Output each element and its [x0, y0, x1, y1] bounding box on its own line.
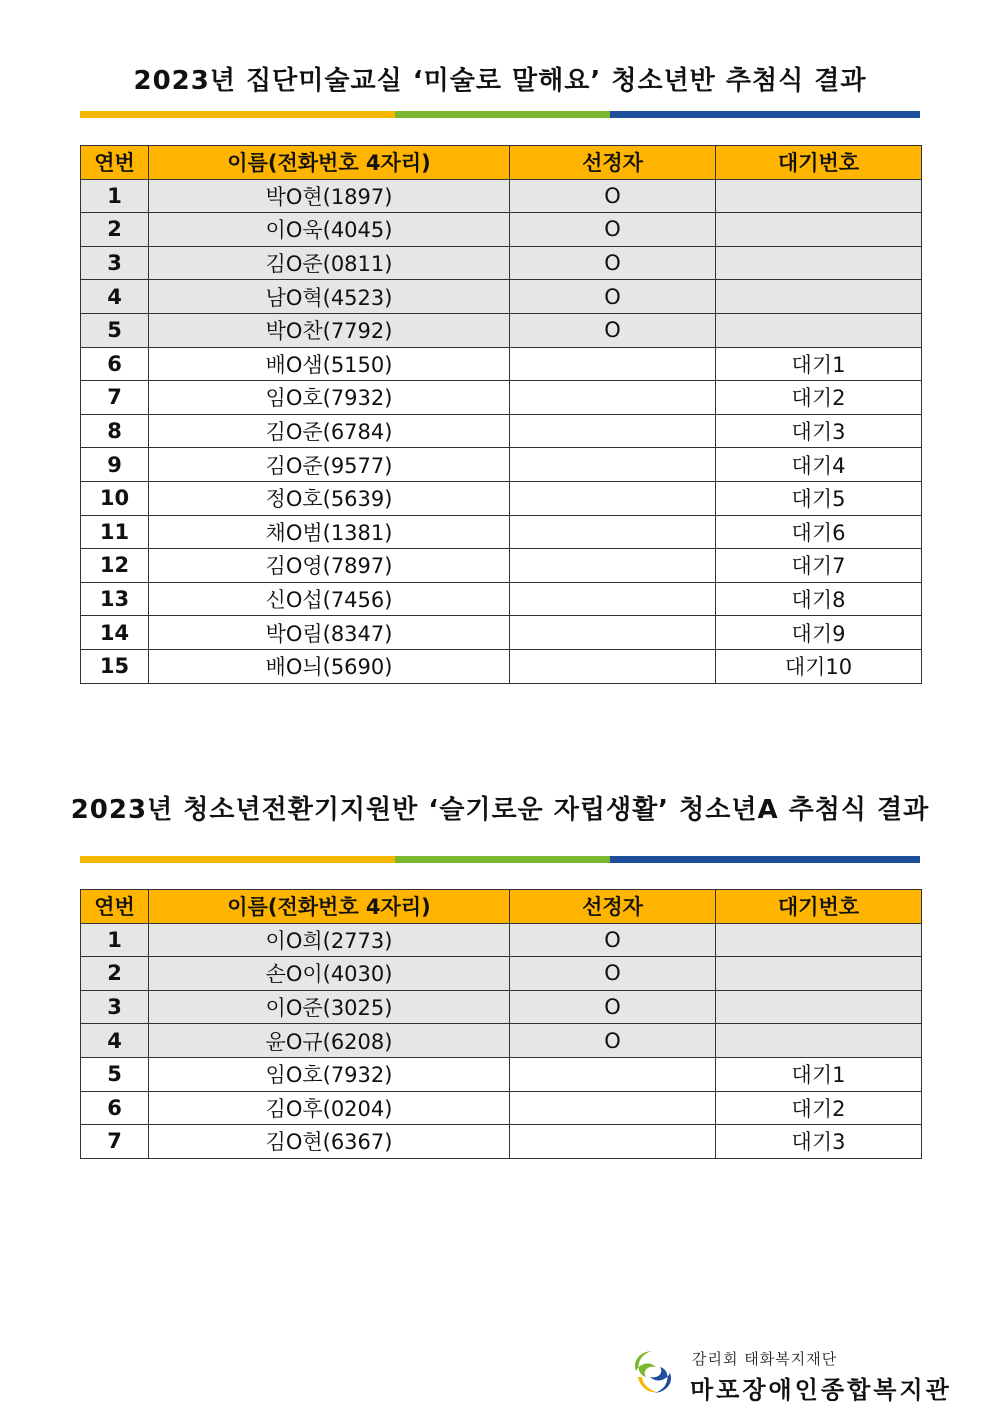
- row-name: 김O후(0204): [149, 1091, 510, 1125]
- row-number: 4: [81, 1024, 149, 1058]
- row-name: 손O이(4030): [149, 957, 510, 991]
- organization-name: 마포장애인종합복지관: [690, 1375, 952, 1404]
- row-name: 신O섭(7456): [149, 582, 510, 616]
- row-wait-number: 대기2: [716, 1091, 922, 1125]
- row-number: 10: [81, 481, 149, 515]
- section-1-divider: [80, 111, 920, 118]
- row-wait-number: [716, 213, 922, 247]
- table-row: [81, 481, 922, 515]
- header-wait: 대기번호: [716, 146, 922, 180]
- row-wait-number: [716, 957, 922, 991]
- row-selected: [510, 649, 716, 683]
- row-wait-number: 대기3: [716, 414, 922, 448]
- row-name: 이O욱(4045): [149, 213, 510, 247]
- header-no: 연번: [81, 890, 149, 924]
- row-wait-number: 대기9: [716, 616, 922, 650]
- row-selected: [510, 616, 716, 650]
- row-number: 9: [81, 448, 149, 482]
- row-selected: [510, 347, 716, 381]
- row-name: 박O찬(7792): [149, 313, 510, 347]
- header-name: 이름(전화번호 4자리): [149, 146, 510, 180]
- table-row: [81, 1057, 922, 1091]
- row-number: 6: [81, 347, 149, 381]
- row-number: 2: [81, 213, 149, 247]
- header-selected: 선정자: [510, 146, 716, 180]
- table-row: [81, 990, 922, 1024]
- foundation-name: 감리회 태화복지재단: [692, 1350, 838, 1368]
- table-row: [81, 213, 922, 247]
- header-selected: 선정자: [510, 890, 716, 924]
- section-1-title: 2023년 집단미술교실 ‘미술로 말해요’ 청소년반 추첨식 결과: [133, 66, 867, 96]
- table-row: [81, 1125, 922, 1159]
- row-wait-number: [716, 1024, 922, 1058]
- table-row: [81, 549, 922, 583]
- row-wait-number: [716, 179, 922, 213]
- table-header-row: [81, 890, 922, 924]
- row-wait-number: 대기10: [716, 649, 922, 683]
- row-selected: [510, 448, 716, 482]
- header-no: 연번: [81, 146, 149, 180]
- table-row: [81, 515, 922, 549]
- table-row: [81, 280, 922, 314]
- row-name: 박O현(1897): [149, 179, 510, 213]
- table-row: [81, 1024, 922, 1058]
- table-row: [81, 1091, 922, 1125]
- row-selected: O: [510, 179, 716, 213]
- row-wait-number: 대기6: [716, 515, 922, 549]
- header-wait: 대기번호: [716, 890, 922, 924]
- row-number: 15: [81, 649, 149, 683]
- row-selected: [510, 481, 716, 515]
- row-name: 김O준(6784): [149, 414, 510, 448]
- row-name: 윤O규(6208): [149, 1024, 510, 1058]
- table-row: [81, 414, 922, 448]
- row-number: 5: [81, 1057, 149, 1091]
- row-name: 김O현(6367): [149, 1125, 510, 1159]
- row-name: 임O호(7932): [149, 1057, 510, 1091]
- swirl-logo-icon: [628, 1347, 678, 1397]
- row-name: 이O희(2773): [149, 923, 510, 957]
- table-row: [81, 649, 922, 683]
- table-row: [81, 582, 922, 616]
- row-name: 남O혁(4523): [149, 280, 510, 314]
- row-selected: [510, 1125, 716, 1159]
- row-selected: [510, 414, 716, 448]
- row-name: 김O준(9577): [149, 448, 510, 482]
- table-row: [81, 179, 922, 213]
- row-number: 3: [81, 990, 149, 1024]
- row-selected: O: [510, 246, 716, 280]
- row-wait-number: 대기2: [716, 381, 922, 415]
- row-wait-number: 대기7: [716, 549, 922, 583]
- row-name: 이O준(3025): [149, 990, 510, 1024]
- row-selected: O: [510, 213, 716, 247]
- table-row: [81, 957, 922, 991]
- row-wait-number: [716, 246, 922, 280]
- table-row: [81, 313, 922, 347]
- row-wait-number: 대기5: [716, 481, 922, 515]
- row-number: 3: [81, 246, 149, 280]
- row-wait-number: 대기1: [716, 347, 922, 381]
- row-wait-number: 대기4: [716, 448, 922, 482]
- table-row: [81, 246, 922, 280]
- row-number: 8: [81, 414, 149, 448]
- row-name: 배O늬(5690): [149, 649, 510, 683]
- row-selected: O: [510, 280, 716, 314]
- row-number: 12: [81, 549, 149, 583]
- table-row: [81, 923, 922, 957]
- table-row: [81, 347, 922, 381]
- row-number: 1: [81, 923, 149, 957]
- row-selected: O: [510, 1024, 716, 1058]
- row-name: 박O림(8347): [149, 616, 510, 650]
- row-selected: O: [510, 313, 716, 347]
- organization-logo: [628, 1344, 958, 1404]
- row-number: 11: [81, 515, 149, 549]
- section-1-table: [80, 145, 922, 684]
- row-number: 2: [81, 957, 149, 991]
- row-wait-number: [716, 280, 922, 314]
- row-number: 7: [81, 1125, 149, 1159]
- table-row: [81, 448, 922, 482]
- row-selected: O: [510, 957, 716, 991]
- row-selected: O: [510, 923, 716, 957]
- row-name: 배O샘(5150): [149, 347, 510, 381]
- row-selected: [510, 549, 716, 583]
- table-row: [81, 616, 922, 650]
- row-name: 정O호(5639): [149, 481, 510, 515]
- row-wait-number: [716, 990, 922, 1024]
- row-selected: O: [510, 990, 716, 1024]
- row-number: 6: [81, 1091, 149, 1125]
- row-number: 4: [81, 280, 149, 314]
- row-wait-number: 대기8: [716, 582, 922, 616]
- row-number: 7: [81, 381, 149, 415]
- row-selected: [510, 582, 716, 616]
- section-2-table: [80, 889, 922, 1159]
- row-number: 14: [81, 616, 149, 650]
- row-wait-number: 대기3: [716, 1125, 922, 1159]
- table-header-row: [81, 146, 922, 180]
- row-number: 5: [81, 313, 149, 347]
- row-number: 1: [81, 179, 149, 213]
- row-selected: [510, 515, 716, 549]
- row-number: 13: [81, 582, 149, 616]
- row-name: 김O준(0811): [149, 246, 510, 280]
- row-name: 채O범(1381): [149, 515, 510, 549]
- row-wait-number: 대기1: [716, 1057, 922, 1091]
- row-selected: [510, 1091, 716, 1125]
- section-2-divider: [80, 856, 920, 863]
- row-wait-number: [716, 313, 922, 347]
- row-wait-number: [716, 923, 922, 957]
- row-selected: [510, 381, 716, 415]
- section-2-title: 2023년 청소년전환기지원반 ‘슬기로운 자립생활’ 청소년A 추첨식 결과: [70, 795, 930, 825]
- header-name: 이름(전화번호 4자리): [149, 890, 510, 924]
- row-name: 임O호(7932): [149, 381, 510, 415]
- row-selected: [510, 1057, 716, 1091]
- row-name: 김O영(7897): [149, 549, 510, 583]
- table-row: [81, 381, 922, 415]
